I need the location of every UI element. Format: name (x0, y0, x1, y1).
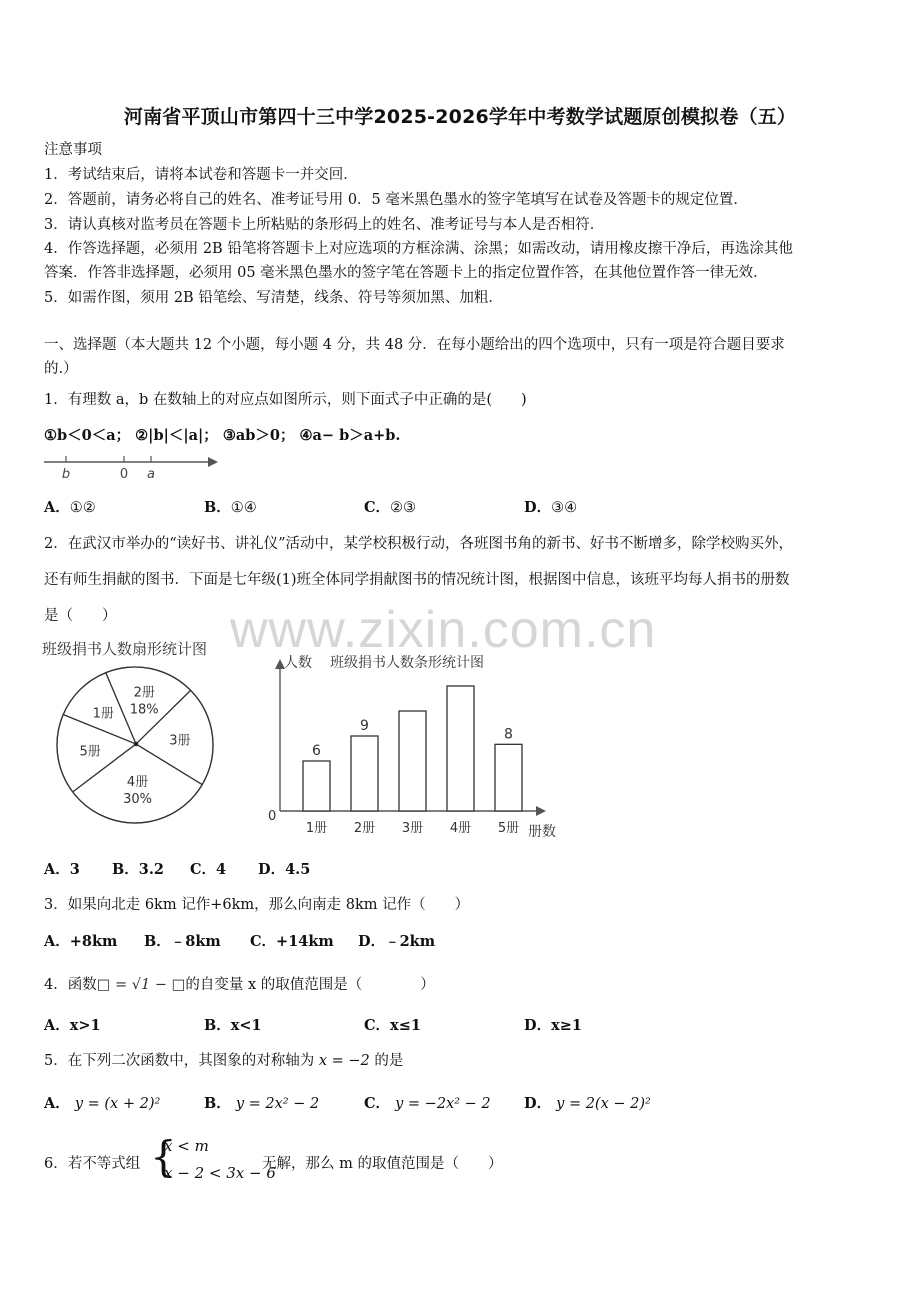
page-title: 河南省平顶山市第四十三中学2025-2026学年中考数学试题原创模拟卷（五） (123, 106, 797, 128)
bar (447, 686, 474, 811)
q2-option-d: D．4.5 (258, 861, 311, 878)
q6-brace: { (150, 1132, 177, 1181)
q3-stem: 3．如果向北走 6km 记作+6km，那么向南走 8km 记作（ ） (44, 897, 470, 913)
bar (399, 711, 426, 811)
q1-option-d: D．③④ (524, 499, 578, 516)
q4-option-a: A．x>1 (44, 1017, 101, 1034)
bar (303, 761, 330, 811)
pie-chart-title: 班级捐书人数扇形统计图 (42, 640, 208, 658)
pie-slice-name: 2册 (133, 685, 155, 701)
bar-chart-title: 班级捐书人数条形统计图 (330, 655, 484, 671)
q2-stem-line1: 2．在武汉市举办的“读好书、讲礼仪”活动中，某学校积极行动，各班图书角的新书、好书不断增多，除学校购买外， (44, 536, 794, 552)
notice-item: 4．作答选择题，必须用 2B 铅笔将答题卡上对应选项的方框涂满、涂黑；如需改动，请用橡皮擦干净后，再选涂其他 (44, 241, 793, 257)
q1-number-line (40, 450, 225, 482)
q6-stem-pre: 6．若不等式组 (44, 1156, 141, 1172)
q3-option-b: B．﹣8km (144, 933, 221, 950)
q5-axis: x = −2 (318, 1053, 370, 1069)
x-axis-label: 册数 (528, 824, 556, 840)
pie-chart (50, 660, 220, 830)
section-heading: 一、选择题（本大题共 12 个小题，每小题 4 分，共 48 分．在每小题给出的四个选项中，只有一项是符合题目要求 (44, 337, 785, 353)
pie-center-dot (134, 742, 138, 746)
axis-label-0: 0 (119, 467, 129, 482)
axis-label-b: b (61, 467, 71, 482)
q4-option-b: B．x<1 (204, 1017, 262, 1034)
q2-option-c: C．4 (190, 861, 227, 878)
pie-slice-percent: 18% (129, 702, 159, 718)
q1-statements: ①b＜0＜a； ②|b|＜|a|； ③ab＞0； ④a− b＞a+b. (44, 427, 401, 444)
q6-inequality-1: x < m (164, 1137, 209, 1155)
notice-item: 2．答题前，请务必将自己的姓名、准考证号用 0．5 毫米黑色墨水的签字笔填写在试卷及答题卡的规定位置． (44, 192, 748, 208)
bar (495, 744, 522, 811)
q1-option-c: C．②③ (364, 499, 417, 516)
watermark: www.zixin.com.cn (230, 601, 657, 659)
q5-option-b: B． y = 2x² − 2 (204, 1095, 320, 1112)
q5-option-c: C． y = −2x² − 2 (364, 1095, 491, 1112)
pie-slice-name: 1册 (92, 706, 114, 722)
q2-option-b: B．3.2 (112, 861, 164, 878)
pie-slice-name: 4册 (126, 775, 149, 791)
x-axis-arrow (536, 806, 546, 816)
q2-stem-line3: 是（ ） (44, 608, 117, 624)
bar (351, 736, 378, 811)
q6-stem-post: 无解，那么 m 的取值范围是（ ） (262, 1156, 503, 1172)
notice-item: 3．请认真核对监考员在答题卡上所粘贴的条形码上的姓名、准考证号与本人是否相符． (44, 217, 605, 233)
notice-item: 5．如需作图，须用 2B 铅笔绘、写清楚，线条、符号等须加黑、加粗． (44, 290, 503, 306)
q1-option-a: A．①② (44, 499, 96, 516)
q4-stem: 4．函数□ = √1 − □的自变量 x 的取值范围是（ ） (44, 977, 435, 993)
notice-item: 答案．作答非选择题，必须用 05 毫米黑色墨水的签字笔在答题卡上的指定位置作答，在其他位置作答一律无效． (44, 265, 768, 281)
q3-option-a: A．+8km (44, 933, 118, 950)
bar-data-label: 6 (312, 743, 321, 759)
axis-label-a: a (147, 467, 155, 482)
origin-label: 0 (268, 809, 277, 824)
pie-slice-name: 3册 (169, 733, 191, 749)
q4-option-d: D．x≥1 (524, 1017, 582, 1034)
q5-stem: 5．在下列二次函数中，其图象的对称轴为 x = −2 的是 (44, 1053, 404, 1069)
bar-category-label: 4册 (449, 821, 472, 836)
section-heading-cont: 的.） (44, 361, 78, 377)
bar-data-label: 9 (360, 718, 369, 734)
notice-heading: 注意事项 (44, 142, 102, 158)
pie-slice-percent: 30% (123, 792, 153, 808)
q5-option-d: D． y = 2(x − 2)² (524, 1095, 651, 1112)
q4-formula: □ = √1 − □ (96, 977, 186, 993)
q3-option-c: C．+14km (250, 933, 334, 950)
q1-stem: 1．有理数 a，b 在数轴上的对应点如图所示，则下面式子中正确的是( ) (44, 392, 527, 408)
q5-option-a: A． y = (x + 2)² (44, 1095, 161, 1112)
bar-chart (260, 645, 570, 845)
pie-slice-name: 5册 (79, 744, 101, 760)
bar-category-label: 1册 (305, 821, 328, 836)
notice-item: 1．考试结束后，请将本试卷和答题卡一并交回． (44, 167, 358, 183)
q4-option-c: C．x≤1 (364, 1017, 421, 1034)
y-axis-label: 人数 (284, 655, 312, 671)
q3-option-d: D．﹣2km (358, 933, 436, 950)
bar-category-label: 2册 (353, 821, 376, 836)
q2-option-a: A．3 (44, 861, 80, 878)
q6-inequality-2: x − 2 < 3x − 6 (164, 1164, 276, 1182)
bar-data-label: 8 (504, 726, 513, 743)
q2-stem-line2: 还有师生捐献的图书．下面是七年级(1)班全体同学捐献图书的情况统计图，根据图中信息，该班平均每人捐书的册数 (44, 572, 790, 588)
q1-option-b: B．①④ (204, 499, 257, 516)
bar-category-label: 3册 (401, 821, 424, 836)
bar-category-label: 5册 (497, 821, 520, 836)
